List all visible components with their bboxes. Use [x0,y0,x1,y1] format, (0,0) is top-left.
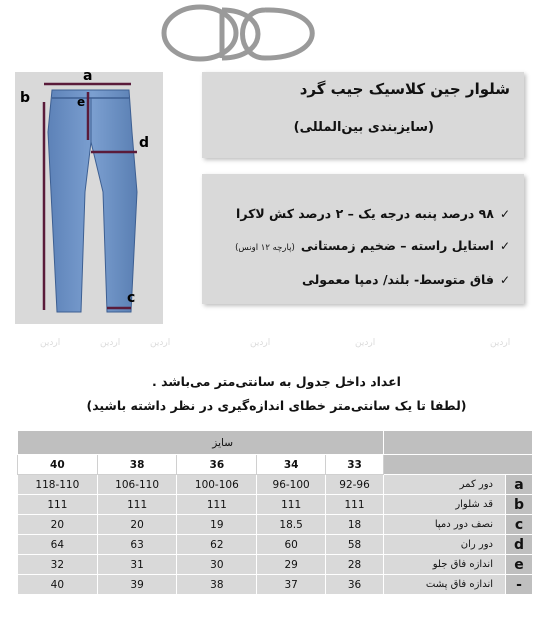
measure-label: اندازه فاق جلو [384,555,506,575]
size-row [18,455,533,475]
measure-key: c [506,515,533,535]
watermark-text: اردین [40,338,61,348]
table-cell: 111 [326,495,384,515]
measure-label: اندازه فاق پشت [384,575,506,595]
table-cell: 28 [326,555,384,575]
size-cell: 36 [177,455,257,475]
table-cell: 118-110 [18,475,98,495]
table-row [18,555,533,575]
table-cell: 64 [18,535,98,555]
units-note: اعداد داخل جدول به سانتی‌متر می‌باشد . [152,374,401,389]
table-cell: 18.5 [257,515,326,535]
table-cell: 111 [97,495,177,515]
title-box [202,72,524,158]
table-cell: 63 [97,535,177,555]
table-cell: 18 [326,515,384,535]
check-icon: ✓ [499,273,510,287]
table-cell: 60 [257,535,326,555]
measure-key: e [506,555,533,575]
table-cell: 100-106 [177,475,257,495]
product-title: شلوار جین کلاسیک جیب گرد [299,80,510,98]
label-a: a [83,72,93,84]
table-cell: 38 [177,575,257,595]
table-cell: 96-100 [257,475,326,495]
logo-icon [160,2,335,64]
label-e: e [77,95,86,109]
table-cell: 111 [177,495,257,515]
measure-key: - [506,575,533,595]
table-cell: 19 [177,515,257,535]
measure-key: b [506,495,533,515]
feature-text: فاق متوسط- بلند/ دمپا معمولی [301,272,494,287]
features-box [202,174,524,304]
table-cell: 36 [326,575,384,595]
table-cell: 40 [18,575,98,595]
measure-label: دور ران [384,535,506,555]
feature-item [302,272,510,287]
table-row [18,535,533,555]
table-cell: 37 [257,575,326,595]
tolerance-note: (لطفا تا یک سانتی‌متر خطای اندازه‌گیری در نظر داشته باشید) [86,398,467,413]
label-c: c [127,290,136,306]
measure-label: نصف دور دمپا [384,515,506,535]
feature-item [235,238,510,253]
jeans-illustration [48,90,137,312]
measure-label: قد شلوار [384,495,506,515]
table-cell: 92-96 [326,475,384,495]
table-cell: 32 [18,555,98,575]
watermark-text: اردین [355,338,376,348]
jeans-measurement-diagram [15,72,163,324]
check-icon: ✓ [499,207,510,221]
size-cell: 38 [97,455,177,475]
table-cell: 106-110 [97,475,177,495]
label-b: b [20,90,31,106]
feature-text: ۹۸ درصد پنبه درجه یک – ۲ درصد کش لاکرا [236,206,494,221]
size-cell: 34 [257,455,326,475]
table-cell: 58 [326,535,384,555]
table-cell: 29 [257,555,326,575]
label-d: d [139,135,150,151]
table-row [18,495,533,515]
watermark-text: اردین [250,338,271,348]
table-cell: 111 [18,495,98,515]
watermark-text: اردین [100,338,121,348]
product-subtitle: (سایزبندی بین‌المللی) [293,120,434,135]
table-cell: 111 [257,495,326,515]
feature-item [236,206,510,221]
watermark-text: اردین [490,338,511,348]
table-cell: 20 [97,515,177,535]
table-cell: 39 [97,575,177,595]
size-header: سایز [18,431,384,455]
table-row [18,475,533,495]
measure-label: دور کمر [384,475,506,495]
size-cell: 40 [18,455,98,475]
watermark-text: اردین [150,338,171,348]
table-cell: 30 [177,555,257,575]
feature-note: (پارچه ۱۲ اونس) [235,243,295,253]
table-cell: 31 [97,555,177,575]
table-cell: 62 [177,535,257,555]
size-table [17,430,533,595]
measure-key: a [506,475,533,495]
table-row [18,515,533,535]
check-icon: ✓ [499,239,510,253]
table-row [18,575,533,595]
measure-key: d [506,535,533,555]
watermark-row [0,338,553,360]
size-cell: 33 [326,455,384,475]
feature-text: استایل راسته – ضخیم زمستانی [300,238,494,253]
table-cell: 20 [18,515,98,535]
